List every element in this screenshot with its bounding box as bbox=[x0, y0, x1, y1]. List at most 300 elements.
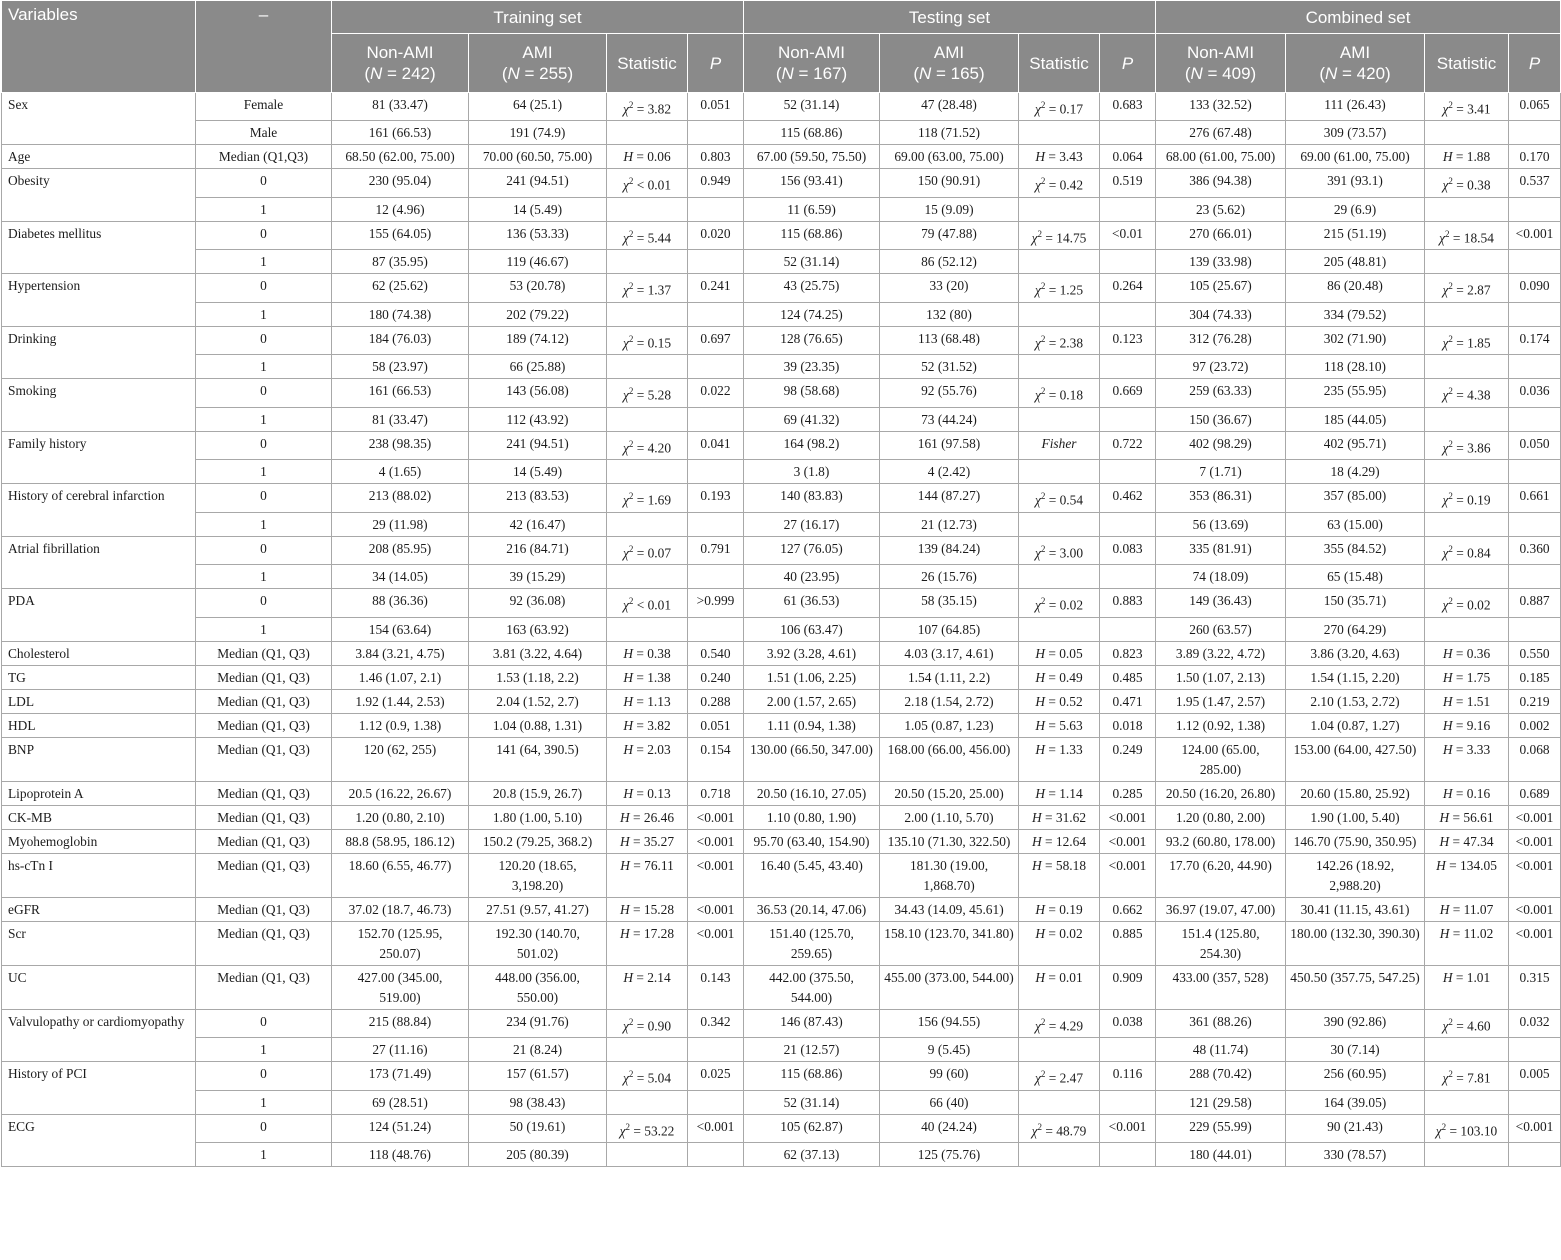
cell-level: 1 bbox=[196, 250, 332, 274]
variable-name: Cholesterol bbox=[2, 641, 196, 665]
cell-test-p: 0.285 bbox=[1100, 781, 1156, 805]
cell-train-statistic bbox=[607, 1090, 688, 1114]
cell-level: Median (Q1, Q3) bbox=[196, 965, 332, 1009]
subheader-label: AMI bbox=[522, 43, 553, 62]
cell-test-statistic bbox=[1019, 355, 1100, 379]
cell-test-nonami: 52 (31.14) bbox=[744, 1090, 880, 1114]
cell-train-nonami: 29 (11.98) bbox=[332, 512, 469, 536]
cell-train-p bbox=[688, 512, 744, 536]
cell-train-statistic: H = 35.27 bbox=[607, 829, 688, 853]
cell-test-statistic bbox=[1019, 617, 1100, 641]
cell-train-nonami: 62 (25.62) bbox=[332, 274, 469, 302]
cell-combined-ami: 69.00 (61.00, 75.00) bbox=[1286, 145, 1425, 169]
cell-level: 1 bbox=[196, 1038, 332, 1062]
subheader-p bbox=[1509, 34, 1561, 93]
cell-train-p: 0.143 bbox=[688, 965, 744, 1009]
cell-test-ami: 73 (44.24) bbox=[880, 407, 1019, 431]
cell-combined-p: 0.170 bbox=[1509, 145, 1561, 169]
cell-combined-statistic bbox=[1425, 250, 1509, 274]
cell-combined-statistic: $\chi^2 = 3.41$ bbox=[1425, 93, 1509, 121]
cell-combined-nonami: 20.50 (16.20, 26.80) bbox=[1156, 781, 1286, 805]
cell-test-statistic bbox=[1019, 460, 1100, 484]
cell-combined-nonami: 48 (11.74) bbox=[1156, 1038, 1286, 1062]
cell-test-statistic: $\chi^2 = 3.00$ bbox=[1019, 536, 1100, 564]
cell-train-p bbox=[688, 1038, 744, 1062]
variable-name: Age bbox=[2, 145, 196, 169]
variable-name: HDL bbox=[2, 713, 196, 737]
cell-test-statistic bbox=[1019, 565, 1100, 589]
cell-combined-p: 0.002 bbox=[1509, 713, 1561, 737]
cell-train-p bbox=[688, 407, 744, 431]
variable-name: eGFR bbox=[2, 897, 196, 921]
cell-train-nonami: 20.5 (16.22, 26.67) bbox=[332, 781, 469, 805]
cell-train-statistic: $\chi^2 = 1.37$ bbox=[607, 274, 688, 302]
cell-train-statistic: H = 1.38 bbox=[607, 665, 688, 689]
cell-train-p bbox=[688, 617, 744, 641]
cell-train-ami: 53 (20.78) bbox=[469, 274, 607, 302]
variable-name: Family history bbox=[2, 431, 196, 483]
cell-test-ami: 455.00 (373.00, 544.00) bbox=[880, 965, 1019, 1009]
cell-train-ami: 241 (94.51) bbox=[469, 169, 607, 197]
cell-train-p: 0.791 bbox=[688, 536, 744, 564]
cell-test-nonami: 2.00 (1.57, 2.65) bbox=[744, 689, 880, 713]
cell-combined-ami: 153.00 (64.00, 427.50) bbox=[1286, 737, 1425, 781]
table-row bbox=[2, 460, 1561, 484]
cell-test-nonami: 1.11 (0.94, 1.38) bbox=[744, 713, 880, 737]
cell-combined-p: 0.360 bbox=[1509, 536, 1561, 564]
subheader-ami bbox=[469, 34, 607, 93]
cell-test-ami: 4 (2.42) bbox=[880, 460, 1019, 484]
cell-combined-nonami: 433.00 (357, 528) bbox=[1156, 965, 1286, 1009]
cell-combined-nonami: 276 (67.48) bbox=[1156, 121, 1286, 145]
cell-test-p: <0.001 bbox=[1100, 829, 1156, 853]
cell-test-ami: 107 (64.85) bbox=[880, 617, 1019, 641]
cell-test-p: 0.116 bbox=[1100, 1062, 1156, 1090]
cell-level: 1 bbox=[196, 407, 332, 431]
cell-combined-statistic: H = 1.51 bbox=[1425, 689, 1509, 713]
cell-combined-nonami: 180 (44.01) bbox=[1156, 1143, 1286, 1167]
cell-combined-ami: 30.41 (11.15, 43.61) bbox=[1286, 897, 1425, 921]
cell-combined-p: <0.001 bbox=[1509, 853, 1561, 897]
cell-test-ami: 34.43 (14.09, 45.61) bbox=[880, 897, 1019, 921]
table-row bbox=[2, 1009, 1561, 1037]
cell-test-statistic: $\chi^2 = 2.47$ bbox=[1019, 1062, 1100, 1090]
cell-train-statistic bbox=[607, 407, 688, 431]
cell-train-statistic bbox=[607, 197, 688, 221]
cell-test-nonami: 115 (68.86) bbox=[744, 221, 880, 249]
cell-train-ami: 20.8 (15.9, 26.7) bbox=[469, 781, 607, 805]
variable-name: Obesity bbox=[2, 169, 196, 221]
cell-train-nonami: 12 (4.96) bbox=[332, 197, 469, 221]
cell-test-statistic: $\chi^2 = 0.42$ bbox=[1019, 169, 1100, 197]
cell-combined-nonami: 7 (1.71) bbox=[1156, 460, 1286, 484]
cell-test-nonami: 1.51 (1.06, 2.25) bbox=[744, 665, 880, 689]
cell-train-statistic: $\chi^2 = 4.20$ bbox=[607, 431, 688, 459]
cell-combined-p bbox=[1509, 1038, 1561, 1062]
cell-test-ami: 92 (55.76) bbox=[880, 379, 1019, 407]
cell-combined-p bbox=[1509, 1090, 1561, 1114]
cell-train-p: 0.718 bbox=[688, 781, 744, 805]
cell-train-statistic: H = 15.28 bbox=[607, 897, 688, 921]
cell-train-nonami: 184 (76.03) bbox=[332, 326, 469, 354]
cell-combined-p bbox=[1509, 197, 1561, 221]
cell-train-ami: 136 (53.33) bbox=[469, 221, 607, 249]
cell-train-ami: 64 (25.1) bbox=[469, 93, 607, 121]
cell-combined-statistic bbox=[1425, 565, 1509, 589]
cell-test-nonami: 3 (1.8) bbox=[744, 460, 880, 484]
cell-test-nonami: 156 (93.41) bbox=[744, 169, 880, 197]
cell-combined-statistic: $\chi^2 = 4.38$ bbox=[1425, 379, 1509, 407]
cell-combined-nonami: 229 (55.99) bbox=[1156, 1114, 1286, 1142]
cell-combined-ami: 3.86 (3.20, 4.63) bbox=[1286, 641, 1425, 665]
cell-combined-ami: 164 (39.05) bbox=[1286, 1090, 1425, 1114]
cell-level: 0 bbox=[196, 1009, 332, 1037]
cell-combined-ami: 357 (85.00) bbox=[1286, 484, 1425, 512]
cell-combined-nonami: 1.20 (0.80, 2.00) bbox=[1156, 805, 1286, 829]
cell-test-nonami: 39 (23.35) bbox=[744, 355, 880, 379]
cell-test-ami: 21 (12.73) bbox=[880, 512, 1019, 536]
cell-test-p bbox=[1100, 197, 1156, 221]
cell-train-nonami: 215 (88.84) bbox=[332, 1009, 469, 1037]
table-row bbox=[2, 326, 1561, 354]
cell-train-nonami: 154 (63.64) bbox=[332, 617, 469, 641]
cell-test-ami: 132 (80) bbox=[880, 302, 1019, 326]
variable-name: Sex bbox=[2, 93, 196, 145]
cell-train-ami: 234 (91.76) bbox=[469, 1009, 607, 1037]
cell-test-ami: 125 (75.76) bbox=[880, 1143, 1019, 1167]
cell-test-ami: 1.05 (0.87, 1.23) bbox=[880, 713, 1019, 737]
subheader-statistic bbox=[1019, 34, 1100, 93]
cell-test-p: 0.083 bbox=[1100, 536, 1156, 564]
cell-combined-nonami: 312 (76.28) bbox=[1156, 326, 1286, 354]
cell-test-p: <0.001 bbox=[1100, 853, 1156, 897]
cell-test-statistic bbox=[1019, 1038, 1100, 1062]
table-row bbox=[2, 250, 1561, 274]
cell-combined-nonami: 121 (29.58) bbox=[1156, 1090, 1286, 1114]
cell-train-statistic: $\chi^2 = 53.22$ bbox=[607, 1114, 688, 1142]
subheader-label: AMI bbox=[1339, 43, 1371, 62]
cell-train-nonami: 1.46 (1.07, 2.1) bbox=[332, 665, 469, 689]
table-row bbox=[2, 484, 1561, 512]
cell-train-ami: 42 (16.47) bbox=[469, 512, 607, 536]
cell-level: 1 bbox=[196, 617, 332, 641]
cell-combined-ami: 1.54 (1.15, 2.20) bbox=[1286, 665, 1425, 689]
cell-level: 0 bbox=[196, 169, 332, 197]
cell-test-p: 0.264 bbox=[1100, 274, 1156, 302]
table-row bbox=[2, 1090, 1561, 1114]
cell-train-nonami: 118 (48.76) bbox=[332, 1143, 469, 1167]
cell-train-p: <0.001 bbox=[688, 805, 744, 829]
variable-name: Myohemoglobin bbox=[2, 829, 196, 853]
cell-test-p: 0.519 bbox=[1100, 169, 1156, 197]
cell-train-ami: 112 (43.92) bbox=[469, 407, 607, 431]
cell-train-nonami: 161 (66.53) bbox=[332, 121, 469, 145]
baseline-characteristics-table bbox=[1, 0, 1561, 1167]
subheader-non-ami bbox=[332, 34, 469, 93]
cell-train-statistic: $\chi^2 < 0.01$ bbox=[607, 169, 688, 197]
cell-combined-statistic bbox=[1425, 407, 1509, 431]
cell-level: 0 bbox=[196, 326, 332, 354]
cell-test-statistic: H = 0.05 bbox=[1019, 641, 1100, 665]
cell-combined-ami: 180.00 (132.30, 390.30) bbox=[1286, 921, 1425, 965]
cell-test-ami: 113 (68.48) bbox=[880, 326, 1019, 354]
cell-train-nonami: 88 (36.36) bbox=[332, 589, 469, 617]
cell-combined-p: <0.001 bbox=[1509, 897, 1561, 921]
cell-train-p: 0.342 bbox=[688, 1009, 744, 1037]
cell-train-statistic: H = 76.11 bbox=[607, 853, 688, 897]
cell-combined-ami: 205 (48.81) bbox=[1286, 250, 1425, 274]
cell-train-nonami: 3.84 (3.21, 4.75) bbox=[332, 641, 469, 665]
cell-train-p: 0.022 bbox=[688, 379, 744, 407]
cell-test-statistic: H = 0.01 bbox=[1019, 965, 1100, 1009]
cell-train-statistic: $\chi^2 = 5.44$ bbox=[607, 221, 688, 249]
cell-test-nonami: 69 (41.32) bbox=[744, 407, 880, 431]
table-row bbox=[2, 407, 1561, 431]
cell-combined-nonami: 151.4 (125.80, 254.30) bbox=[1156, 921, 1286, 965]
cell-train-p bbox=[688, 1090, 744, 1114]
variable-name: Diabetes mellitus bbox=[2, 221, 196, 273]
cell-combined-p: 0.050 bbox=[1509, 431, 1561, 459]
cell-train-statistic: $\chi^2 = 0.90$ bbox=[607, 1009, 688, 1037]
cell-combined-p bbox=[1509, 512, 1561, 536]
cell-test-ami: 139 (84.24) bbox=[880, 536, 1019, 564]
subheader-label: P bbox=[1121, 53, 1134, 73]
cell-combined-p bbox=[1509, 1143, 1561, 1167]
cell-combined-nonami: 97 (23.72) bbox=[1156, 355, 1286, 379]
cell-combined-ami: 20.60 (15.80, 25.92) bbox=[1286, 781, 1425, 805]
cell-test-nonami: 115 (68.86) bbox=[744, 121, 880, 145]
cell-level: Median (Q1, Q3) bbox=[196, 713, 332, 737]
cell-train-nonami: 152.70 (125.95, 250.07) bbox=[332, 921, 469, 965]
cell-level: Median (Q1, Q3) bbox=[196, 805, 332, 829]
cell-train-statistic bbox=[607, 1038, 688, 1062]
cell-train-statistic: H = 3.82 bbox=[607, 713, 688, 737]
subheader-n: (N = 409) bbox=[1184, 64, 1257, 83]
cell-combined-statistic: H = 1.75 bbox=[1425, 665, 1509, 689]
table-row bbox=[2, 781, 1561, 805]
cell-test-ami: 79 (47.88) bbox=[880, 221, 1019, 249]
subheader-label: P bbox=[709, 53, 722, 73]
cell-train-p bbox=[688, 1143, 744, 1167]
cell-combined-p: 0.174 bbox=[1509, 326, 1561, 354]
cell-train-nonami: 230 (95.04) bbox=[332, 169, 469, 197]
cell-train-nonami: 18.60 (6.55, 46.77) bbox=[332, 853, 469, 897]
cell-train-ami: 205 (80.39) bbox=[469, 1143, 607, 1167]
table-row bbox=[2, 121, 1561, 145]
cell-combined-nonami: 3.89 (3.22, 4.72) bbox=[1156, 641, 1286, 665]
header-testing-set: Testing set bbox=[744, 1, 1156, 34]
cell-train-nonami: 180 (74.38) bbox=[332, 302, 469, 326]
table-row bbox=[2, 1114, 1561, 1142]
cell-test-nonami: 146 (87.43) bbox=[744, 1009, 880, 1037]
subheader-label: Non-AMI bbox=[777, 43, 846, 62]
cell-test-ami: 58 (35.15) bbox=[880, 589, 1019, 617]
cell-train-statistic bbox=[607, 565, 688, 589]
cell-train-nonami: 213 (88.02) bbox=[332, 484, 469, 512]
cell-test-p bbox=[1100, 460, 1156, 484]
cell-combined-nonami: 17.70 (6.20, 44.90) bbox=[1156, 853, 1286, 897]
cell-train-ami: 92 (36.08) bbox=[469, 589, 607, 617]
cell-combined-p: 0.185 bbox=[1509, 665, 1561, 689]
cell-test-ami: 144 (87.27) bbox=[880, 484, 1019, 512]
cell-combined-statistic: $\chi^2 = 3.86$ bbox=[1425, 431, 1509, 459]
cell-combined-ami: 355 (84.52) bbox=[1286, 536, 1425, 564]
cell-combined-statistic: H = 134.05 bbox=[1425, 853, 1509, 897]
cell-train-p: <0.001 bbox=[688, 1114, 744, 1142]
cell-test-p bbox=[1100, 565, 1156, 589]
cell-combined-p: <0.001 bbox=[1509, 221, 1561, 249]
cell-test-statistic bbox=[1019, 197, 1100, 221]
cell-combined-nonami: 259 (63.33) bbox=[1156, 379, 1286, 407]
cell-combined-p bbox=[1509, 355, 1561, 379]
variable-name: History of cerebral infarction bbox=[2, 484, 196, 536]
cell-combined-ami: 334 (79.52) bbox=[1286, 302, 1425, 326]
subheader-non-ami bbox=[1156, 34, 1286, 93]
cell-train-statistic: $\chi^2 = 3.82$ bbox=[607, 93, 688, 121]
cell-train-p: 0.041 bbox=[688, 431, 744, 459]
cell-test-nonami: 36.53 (20.14, 47.06) bbox=[744, 897, 880, 921]
cell-train-p: 0.154 bbox=[688, 737, 744, 781]
cell-combined-statistic: $\chi^2 = 4.60$ bbox=[1425, 1009, 1509, 1037]
cell-test-nonami: 61 (36.53) bbox=[744, 589, 880, 617]
table-row bbox=[2, 302, 1561, 326]
cell-combined-statistic: H = 47.34 bbox=[1425, 829, 1509, 853]
cell-level: 0 bbox=[196, 1114, 332, 1142]
cell-combined-ami: 309 (73.57) bbox=[1286, 121, 1425, 145]
cell-train-nonami: 208 (85.95) bbox=[332, 536, 469, 564]
cell-train-statistic: H = 0.06 bbox=[607, 145, 688, 169]
cell-level: 1 bbox=[196, 197, 332, 221]
table-row bbox=[2, 665, 1561, 689]
subheader-label: AMI bbox=[933, 43, 965, 62]
cell-combined-p: 0.065 bbox=[1509, 93, 1561, 121]
table-row bbox=[2, 617, 1561, 641]
cell-train-p bbox=[688, 250, 744, 274]
cell-train-nonami: 87 (35.95) bbox=[332, 250, 469, 274]
cell-combined-nonami: 402 (98.29) bbox=[1156, 431, 1286, 459]
cell-test-statistic: H = 0.02 bbox=[1019, 921, 1100, 965]
cell-combined-ami: 65 (15.48) bbox=[1286, 565, 1425, 589]
cell-test-p: 0.018 bbox=[1100, 713, 1156, 737]
cell-combined-nonami: 105 (25.67) bbox=[1156, 274, 1286, 302]
cell-combined-ami: 63 (15.00) bbox=[1286, 512, 1425, 536]
cell-test-statistic bbox=[1019, 407, 1100, 431]
cell-combined-statistic bbox=[1425, 512, 1509, 536]
table-row bbox=[2, 737, 1561, 781]
cell-test-statistic bbox=[1019, 1143, 1100, 1167]
subheader-label: Statistic bbox=[617, 53, 677, 73]
cell-test-p: 0.064 bbox=[1100, 145, 1156, 169]
cell-train-ami: 1.04 (0.88, 1.31) bbox=[469, 713, 607, 737]
cell-combined-nonami: 353 (86.31) bbox=[1156, 484, 1286, 512]
cell-level: 0 bbox=[196, 484, 332, 512]
cell-test-nonami: 43 (25.75) bbox=[744, 274, 880, 302]
cell-train-p: >0.999 bbox=[688, 589, 744, 617]
cell-combined-statistic bbox=[1425, 121, 1509, 145]
cell-combined-ami: 111 (26.43) bbox=[1286, 93, 1425, 121]
cell-train-statistic: H = 2.03 bbox=[607, 737, 688, 781]
cell-train-statistic bbox=[607, 1143, 688, 1167]
cell-test-p bbox=[1100, 407, 1156, 431]
cell-test-p: 0.669 bbox=[1100, 379, 1156, 407]
cell-test-ami: 86 (52.12) bbox=[880, 250, 1019, 274]
cell-train-p: 0.803 bbox=[688, 145, 744, 169]
subheader-label: Non-AMI bbox=[1186, 43, 1255, 62]
cell-test-nonami: 40 (23.95) bbox=[744, 565, 880, 589]
variable-name: CK-MB bbox=[2, 805, 196, 829]
cell-train-statistic: H = 26.46 bbox=[607, 805, 688, 829]
cell-combined-p: 0.537 bbox=[1509, 169, 1561, 197]
cell-test-ami: 135.10 (71.30, 322.50) bbox=[880, 829, 1019, 853]
variable-name: Valvulopathy or cardiomyopathy bbox=[2, 1009, 196, 1061]
cell-combined-statistic: $\chi^2 = 0.38$ bbox=[1425, 169, 1509, 197]
cell-test-statistic bbox=[1019, 250, 1100, 274]
cell-test-nonami: 11 (6.59) bbox=[744, 197, 880, 221]
cell-combined-statistic: $\chi^2 = 1.85$ bbox=[1425, 326, 1509, 354]
cell-train-statistic bbox=[607, 302, 688, 326]
cell-combined-ami: 90 (21.43) bbox=[1286, 1114, 1425, 1142]
cell-test-p: 0.683 bbox=[1100, 93, 1156, 121]
cell-test-nonami: 95.70 (63.40, 154.90) bbox=[744, 829, 880, 853]
cell-train-ami: 157 (61.57) bbox=[469, 1062, 607, 1090]
cell-train-statistic bbox=[607, 250, 688, 274]
cell-level: Median (Q1, Q3) bbox=[196, 853, 332, 897]
cell-combined-nonami: 335 (81.91) bbox=[1156, 536, 1286, 564]
cell-test-p: 0.662 bbox=[1100, 897, 1156, 921]
cell-combined-p bbox=[1509, 302, 1561, 326]
cell-train-ami: 119 (46.67) bbox=[469, 250, 607, 274]
cell-combined-p: 0.689 bbox=[1509, 781, 1561, 805]
cell-combined-p bbox=[1509, 565, 1561, 589]
cell-combined-ami: 18 (4.29) bbox=[1286, 460, 1425, 484]
cell-train-ami: 120.20 (18.65, 3,198.20) bbox=[469, 853, 607, 897]
subheader-statistic bbox=[1425, 34, 1509, 93]
table-row bbox=[2, 589, 1561, 617]
cell-combined-statistic: $\chi^2 = 103.10$ bbox=[1425, 1114, 1509, 1142]
cell-combined-nonami: 1.12 (0.92, 1.38) bbox=[1156, 713, 1286, 737]
cell-combined-p: <0.001 bbox=[1509, 921, 1561, 965]
cell-combined-statistic: H = 9.16 bbox=[1425, 713, 1509, 737]
cell-combined-p bbox=[1509, 617, 1561, 641]
subheader-n: (N = 255) bbox=[501, 64, 574, 83]
cell-combined-nonami: 1.50 (1.07, 2.13) bbox=[1156, 665, 1286, 689]
cell-combined-statistic: $\chi^2 = 18.54$ bbox=[1425, 221, 1509, 249]
cell-combined-p: 0.550 bbox=[1509, 641, 1561, 665]
table-row bbox=[2, 1143, 1561, 1167]
cell-train-ami: 241 (94.51) bbox=[469, 431, 607, 459]
cell-combined-statistic bbox=[1425, 1090, 1509, 1114]
cell-train-nonami: 88.8 (58.95, 186.12) bbox=[332, 829, 469, 853]
cell-test-statistic: $\chi^2 = 4.29$ bbox=[1019, 1009, 1100, 1037]
cell-level: Median (Q1, Q3) bbox=[196, 665, 332, 689]
cell-train-p bbox=[688, 121, 744, 145]
cell-combined-p: 0.032 bbox=[1509, 1009, 1561, 1037]
cell-test-ami: 9 (5.45) bbox=[880, 1038, 1019, 1062]
cell-test-nonami: 140 (83.83) bbox=[744, 484, 880, 512]
table-row bbox=[2, 921, 1561, 965]
cell-combined-nonami: 270 (66.01) bbox=[1156, 221, 1286, 249]
cell-test-nonami: 124 (74.25) bbox=[744, 302, 880, 326]
cell-train-p: <0.001 bbox=[688, 829, 744, 853]
cell-combined-nonami: 149 (36.43) bbox=[1156, 589, 1286, 617]
variable-name: hs-cTn I bbox=[2, 853, 196, 897]
cell-train-nonami: 81 (33.47) bbox=[332, 93, 469, 121]
cell-combined-ami: 390 (92.86) bbox=[1286, 1009, 1425, 1037]
cell-test-statistic bbox=[1019, 302, 1100, 326]
header-level: – bbox=[196, 1, 332, 93]
cell-test-p: 0.471 bbox=[1100, 689, 1156, 713]
header-training-set: Training set bbox=[332, 1, 744, 34]
